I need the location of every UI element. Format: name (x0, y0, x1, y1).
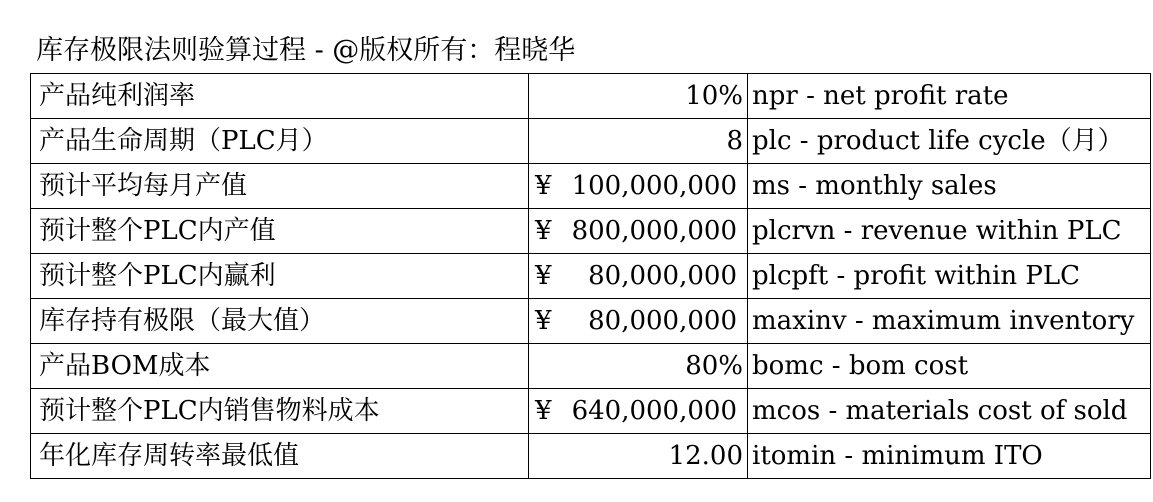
row-description-cell[interactable]: npr - net profit rate (748, 74, 1151, 119)
row-value-cell[interactable] (529, 389, 748, 434)
row-label-cell[interactable]: 预计整个PLC内赢利 (31, 254, 529, 299)
currency-symbol: ¥ (535, 171, 552, 201)
table-row (31, 434, 1151, 479)
currency-symbol: ¥ (535, 261, 552, 291)
row-label-cell[interactable]: 预计平均每月产值 (31, 164, 529, 209)
row-value-cell[interactable] (529, 299, 748, 344)
currency-amount: 100,000,000 (571, 171, 737, 201)
row-description-cell[interactable]: plc - product life cycle（月） (748, 119, 1151, 164)
row-label-cell[interactable]: 库存持有极限（最大值） (31, 299, 529, 344)
currency-amount: 640,000,000 (571, 396, 737, 426)
row-value-cell[interactable]: 10% (529, 74, 748, 119)
row-label-cell[interactable]: 年化库存周转率最低值 (31, 434, 529, 479)
currency-symbol: ¥ (535, 396, 552, 426)
row-value-cell[interactable] (529, 209, 748, 254)
table-row (31, 164, 1151, 209)
row-value-cell[interactable]: 8 (529, 119, 748, 164)
row-description-cell[interactable]: itomin - minimum ITO (748, 434, 1151, 479)
row-label-cell[interactable]: 预计整个PLC内产值 (31, 209, 529, 254)
table-row (31, 74, 1151, 119)
row-description-cell[interactable]: mcos - materials cost of sold (748, 389, 1151, 434)
currency-symbol: ¥ (535, 216, 552, 246)
row-value-cell[interactable] (529, 164, 748, 209)
currency-amount: 80,000,000 (588, 261, 737, 291)
row-value-cell[interactable]: 80% (529, 344, 748, 389)
currency-amount: 80,000,000 (588, 306, 737, 336)
currency-symbol: ¥ (535, 306, 552, 336)
table-row (31, 254, 1151, 299)
row-label-cell[interactable]: 产品纯利润率 (31, 74, 529, 119)
calculation-table (30, 73, 1151, 479)
row-description-cell[interactable]: plcrvn - revenue within PLC (748, 209, 1151, 254)
row-label-cell[interactable]: 产品生命周期（PLC月） (31, 119, 529, 164)
row-description-cell[interactable]: bomc - bom cost (748, 344, 1151, 389)
row-label-cell[interactable]: 预计整个PLC内销售物料成本 (31, 389, 529, 434)
row-description-cell[interactable]: ms - monthly sales (748, 164, 1151, 209)
table-row (31, 389, 1151, 434)
table-row (31, 299, 1151, 344)
table-row (31, 119, 1151, 164)
sheet-title: 库存极限法则验算过程 - @版权所有：程晓华 (36, 35, 576, 66)
row-label-cell[interactable]: 产品BOM成本 (31, 344, 529, 389)
table-row (31, 344, 1151, 389)
table-row (31, 209, 1151, 254)
currency-amount: 800,000,000 (571, 216, 737, 246)
row-description-cell[interactable]: plcpft - profit within PLC (748, 254, 1151, 299)
row-value-cell[interactable] (529, 254, 748, 299)
row-description-cell[interactable]: maxinv - maximum inventory (748, 299, 1151, 344)
row-value-cell[interactable]: 12.00 (529, 434, 748, 479)
